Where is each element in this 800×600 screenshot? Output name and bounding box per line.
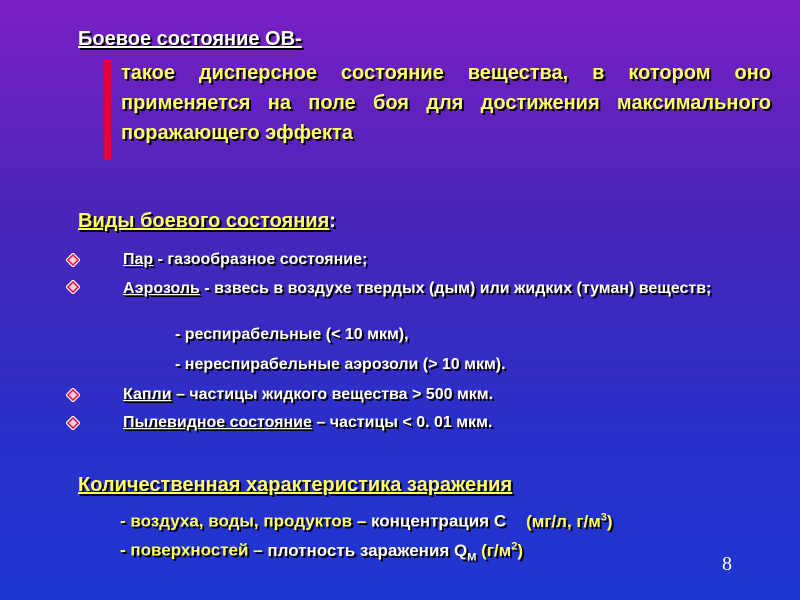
quant-air-unit-close: ): [606, 511, 613, 531]
quant-line-surface: [120, 540, 523, 563]
slide-heading: Боевое состояние ОВ-: [78, 28, 302, 50]
list-item-drops: [123, 386, 493, 404]
quant-heading: Количественная характеристика заражения: [78, 474, 513, 496]
aerosol-non-respirable: - нереспирабельные аэрозоли (> 10 мкм).: [175, 356, 506, 373]
types-heading-label: Виды боевого состояния: [78, 210, 330, 232]
diamond-bullet-icon: [66, 253, 80, 267]
drops-desc: – частицы жидкого вещества > 500 мкм.: [171, 386, 494, 403]
diamond-bullet-icon: [66, 416, 80, 430]
quant-surface-unit-sup: 2: [511, 540, 518, 552]
list-item-dust: [123, 414, 492, 432]
aerosol-desc: - взвесь в воздухе твердых (дым) или жидких (туман) веществ;: [199, 280, 712, 297]
vapor-term: Пар: [123, 251, 154, 268]
types-heading-colon: :: [329, 210, 336, 232]
quant-surface-unit: [476, 541, 523, 560]
vapor-desc: - газообразное состояние;: [153, 251, 368, 268]
quant-air-unit: [526, 512, 612, 531]
quant-surface-unit-close: ): [517, 540, 523, 560]
quant-surface-unit-open: (г/м: [476, 540, 512, 560]
aerosol-term: Аэрозоль: [123, 280, 200, 297]
accent-bar: [104, 60, 111, 160]
page-number: 8: [722, 553, 732, 575]
quant-surface-term-main: плотность заражения Q: [267, 540, 468, 560]
list-item-aerosol: [123, 278, 760, 300]
quant-air-term: концентрация С: [371, 511, 507, 531]
definition-text: такое дисперсное состояние вещества, в котором оно применяется на поле боя для достижения максимального поражающего эффекта: [121, 62, 771, 144]
drops-term: Капли: [123, 386, 172, 403]
aerosol-respirable: - респирабельные (< 10 мкм),: [175, 326, 409, 343]
types-heading: [78, 210, 336, 233]
quant-surface-term-sub: М: [467, 551, 477, 564]
quant-surface-term: [267, 540, 477, 564]
quant-air-unit-sup: 3: [600, 511, 607, 523]
quant-surface-prefix: - поверхностей –: [120, 540, 268, 560]
diamond-bullet-icon: [66, 280, 80, 294]
diamond-bullet-icon: [66, 388, 80, 402]
list-item-vapor: [123, 251, 367, 269]
quant-air-prefix: - воздуха, воды, продуктов –: [120, 511, 371, 531]
quant-line-air: [120, 511, 613, 532]
quant-air-unit-open: (мг/л, г/м: [526, 511, 601, 531]
dust-term: Пылевидное состояние: [123, 414, 312, 431]
dust-desc: – частицы < 0. 01 мкм.: [311, 414, 493, 431]
